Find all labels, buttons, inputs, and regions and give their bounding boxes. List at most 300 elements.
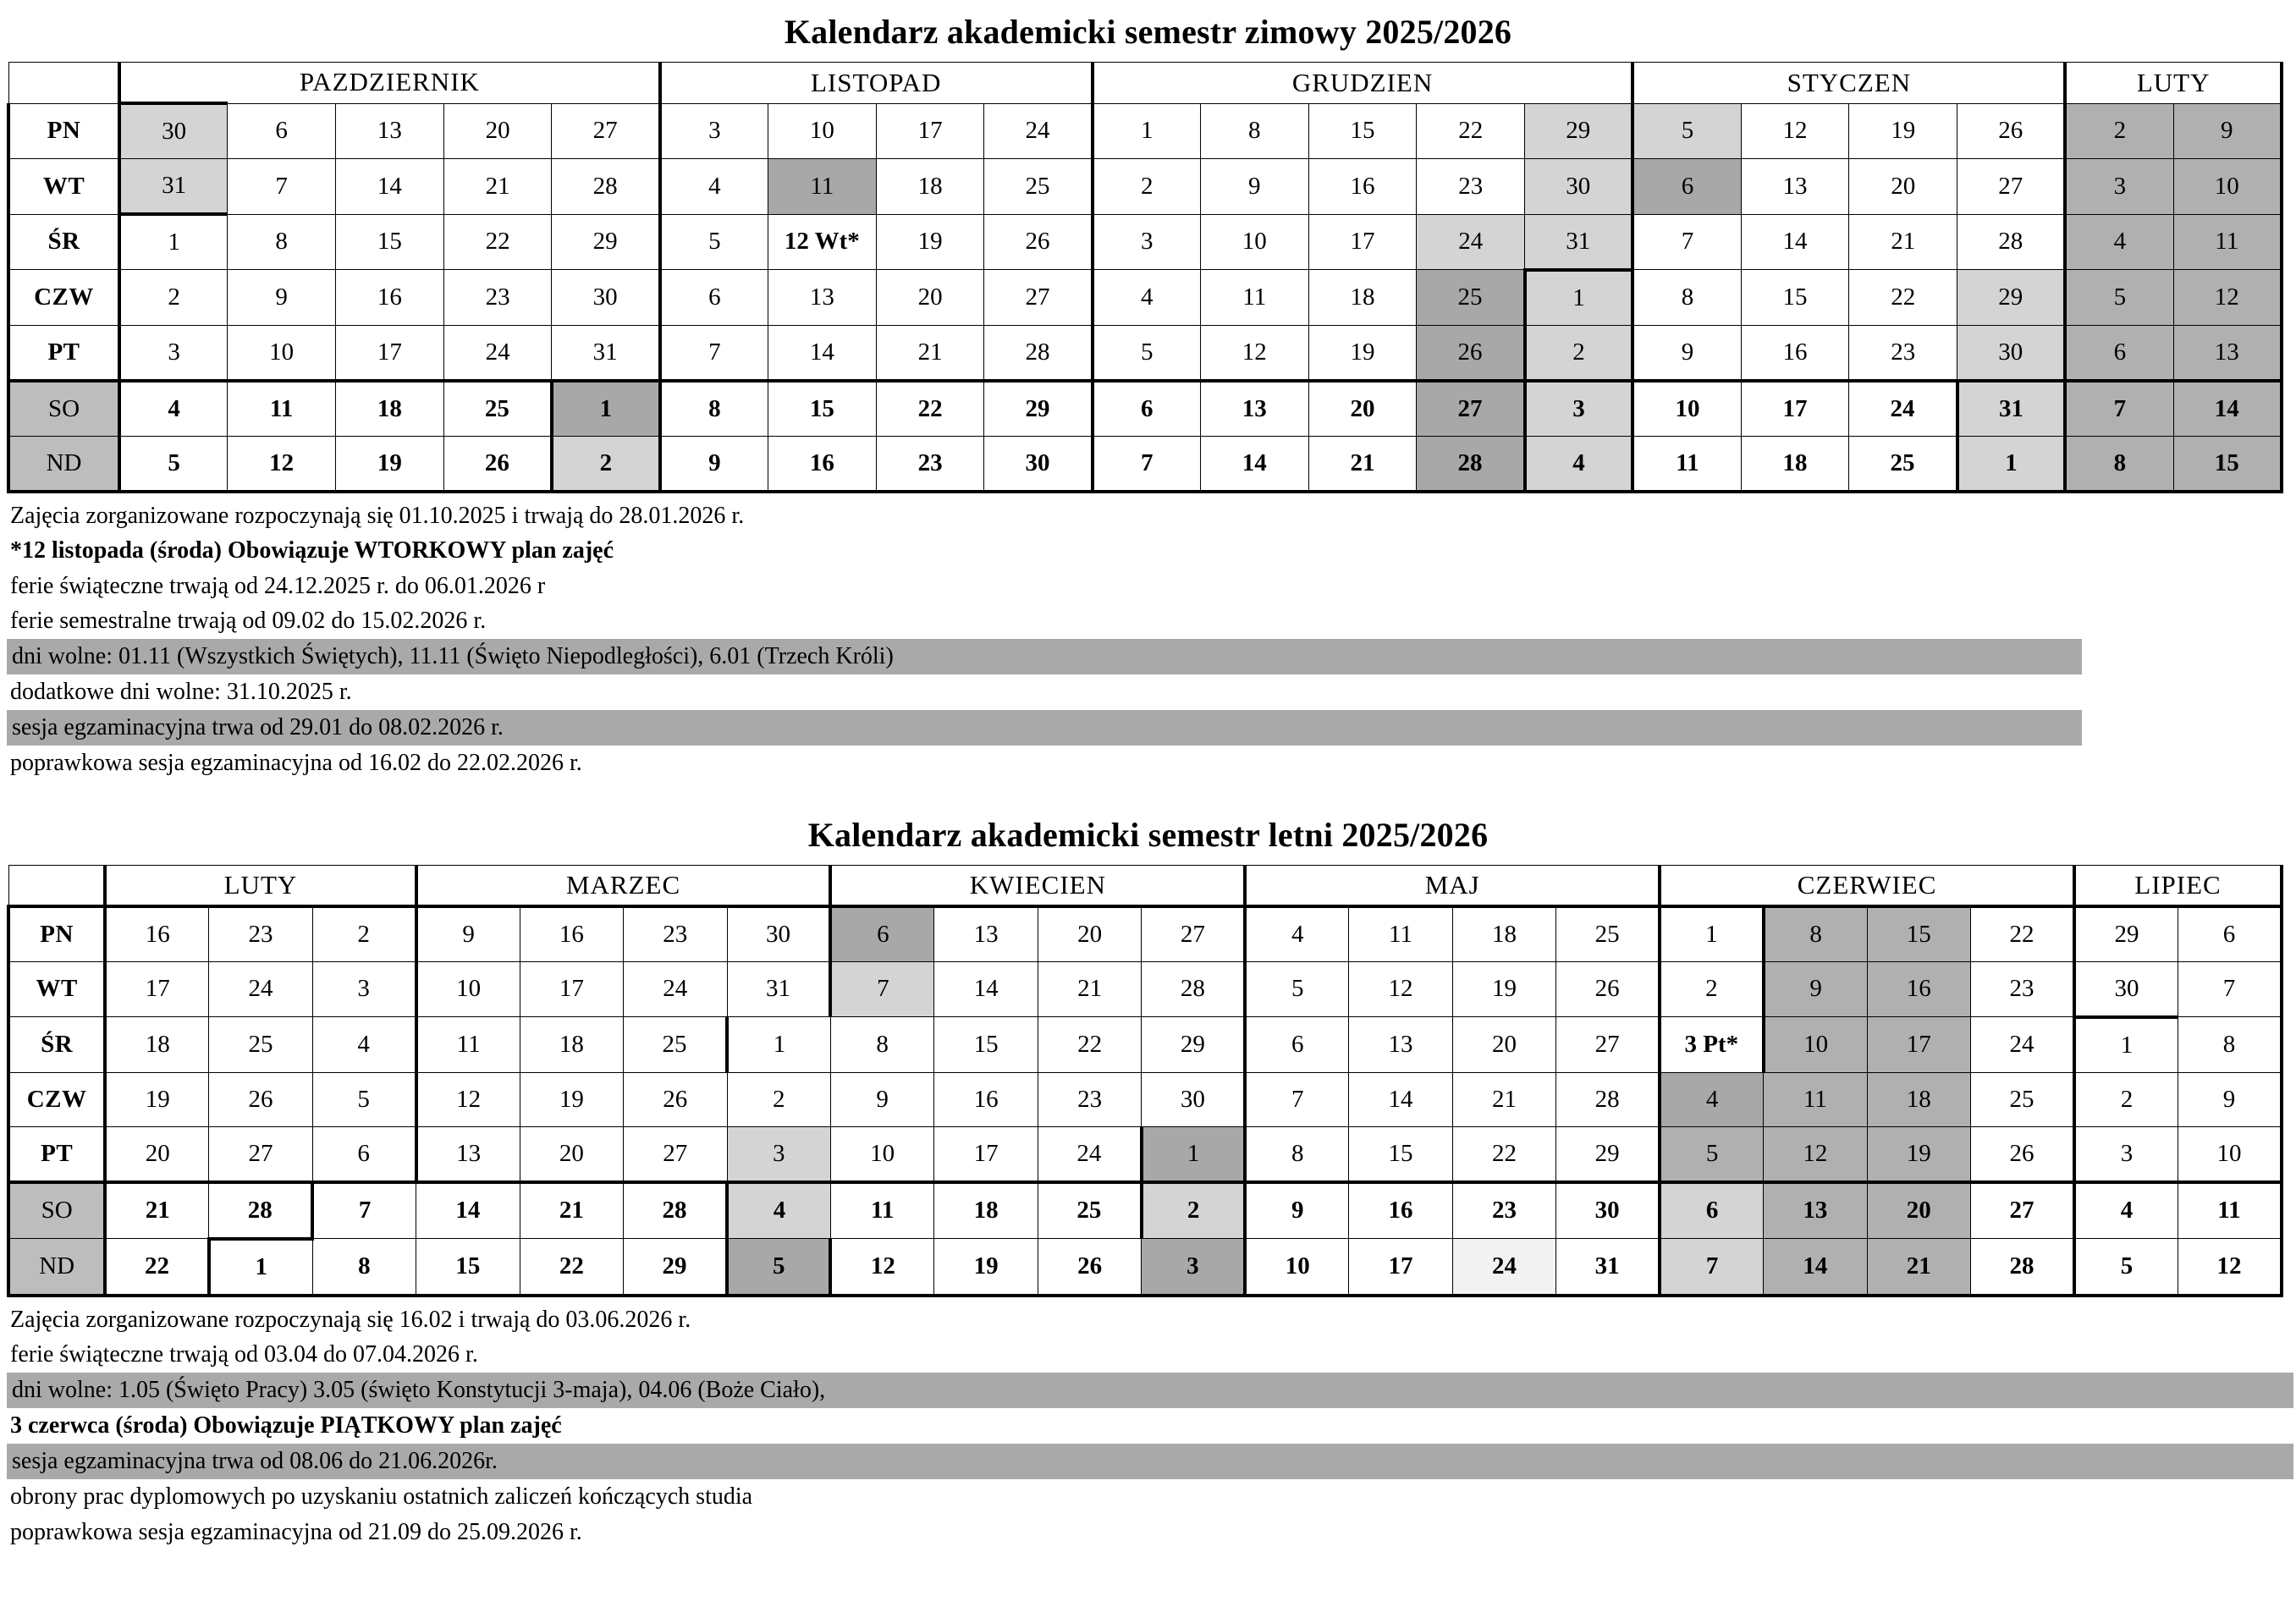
date-cell: 5 xyxy=(1660,1126,1763,1182)
date-cell: 19 xyxy=(1452,961,1555,1017)
date-cell: 23 xyxy=(1849,325,1957,381)
date-cell: 11 xyxy=(768,159,876,215)
date-cell: 3 xyxy=(2074,1126,2178,1182)
date-cell: 22 xyxy=(1849,270,1957,326)
date-cell: 6 xyxy=(1093,381,1201,437)
month-header-maj: MAJ xyxy=(1245,865,1660,906)
date-cell: 3 xyxy=(119,325,228,381)
date-cell: 21 xyxy=(1308,436,1417,492)
date-cell: 6 xyxy=(660,270,768,326)
date-cell: 24 xyxy=(1417,214,1525,270)
date-cell: 23 xyxy=(443,270,552,326)
date-cell: 18 xyxy=(520,1017,623,1073)
date-cell: 16 xyxy=(335,270,443,326)
date-cell: 12 xyxy=(1349,961,1452,1017)
date-cell: 19 xyxy=(934,1239,1038,1296)
table-row xyxy=(8,436,2282,492)
month-header-listopad: LISTOPAD xyxy=(660,63,1093,104)
date-cell: 18 xyxy=(1308,270,1417,326)
date-cell: 5 xyxy=(727,1239,830,1296)
date-cell: 11 xyxy=(228,381,336,437)
date-cell: 22 xyxy=(1452,1126,1555,1182)
date-cell: 14 xyxy=(1741,214,1849,270)
day-label-pt: PT xyxy=(8,325,119,381)
table-row xyxy=(8,1126,2282,1182)
date-cell: 29 xyxy=(1556,1126,1660,1182)
note-line-highlighted: dni wolne: 1.05 (Święto Pracy) 3.05 (święto Konstytucji 3-maja), 04.06 (Boże Ciało), xyxy=(7,1373,2293,1409)
date-cell: 9 xyxy=(1200,159,1308,215)
day-label-so: SO xyxy=(8,381,119,437)
date-cell: 2 xyxy=(727,1072,830,1126)
date-cell: 15 xyxy=(1349,1126,1452,1182)
date-cell: 16 xyxy=(768,436,876,492)
date-cell: 4 xyxy=(119,381,228,437)
date-cell: 13 xyxy=(768,270,876,326)
date-cell: 10 xyxy=(2173,159,2282,215)
date-cell: 29 xyxy=(624,1239,727,1296)
date-cell: 15 xyxy=(335,214,443,270)
date-cell: 27 xyxy=(209,1126,312,1182)
date-cell: 11 xyxy=(1764,1072,1867,1126)
date-cell: 9 xyxy=(2178,1072,2282,1126)
date-cell: 2 xyxy=(552,436,660,492)
date-cell: 29 xyxy=(1525,103,1633,159)
date-cell: 22 xyxy=(1417,103,1525,159)
date-cell: 4 xyxy=(660,159,768,215)
date-cell: 31 xyxy=(1957,381,2066,437)
date-cell: 1 xyxy=(119,214,228,270)
date-cell: 3 xyxy=(727,1126,830,1182)
date-cell: 4 xyxy=(1093,270,1201,326)
date-cell: 15 xyxy=(1867,906,1970,962)
date-cell: 20 xyxy=(1452,1017,1555,1073)
date-cell: 17 xyxy=(1741,381,1849,437)
date-cell: 1 xyxy=(552,381,660,437)
date-cell: 23 xyxy=(1971,961,2074,1017)
date-cell: 28 xyxy=(1556,1072,1660,1126)
date-cell: 25 xyxy=(1971,1072,2074,1126)
day-label-sr: ŚR xyxy=(8,1017,105,1073)
date-cell: 5 xyxy=(1093,325,1201,381)
note-line: 3 czerwca (środa) Obowiązuje PIĄTKOWY plan zajęć xyxy=(10,1412,562,1439)
date-cell: 20 xyxy=(443,103,552,159)
date-cell: 24 xyxy=(1452,1239,1555,1296)
date-cell: 19 xyxy=(335,436,443,492)
date-cell: 17 xyxy=(1867,1017,1970,1073)
date-cell: 12 xyxy=(228,436,336,492)
date-cell: 25 xyxy=(984,159,1093,215)
date-cell: 26 xyxy=(1957,103,2066,159)
date-cell: 30 xyxy=(984,436,1093,492)
summer-calendar-title: Kalendarz akademicki semestr letni 2025/2026 xyxy=(807,815,1489,854)
note-line: poprawkowa sesja egzaminacyjna od 21.09 do 25.09.2026 r. xyxy=(10,1518,582,1545)
date-cell: 26 xyxy=(984,214,1093,270)
date-cell: 25 xyxy=(624,1017,727,1073)
date-cell: 18 xyxy=(1867,1072,1970,1126)
date-cell: 28 xyxy=(1971,1239,2074,1296)
date-cell: 7 xyxy=(1245,1072,1348,1126)
date-cell: 19 xyxy=(105,1072,208,1126)
date-cell: 28 xyxy=(624,1182,727,1239)
date-cell: 27 xyxy=(1417,381,1525,437)
date-cell: 16 xyxy=(1867,961,1970,1017)
date-cell: 8 xyxy=(1200,103,1308,159)
date-cell: 30 xyxy=(2074,961,2178,1017)
date-cell: 13 xyxy=(1349,1017,1452,1073)
date-cell: 20 xyxy=(1038,906,1141,962)
date-cell: 8 xyxy=(1633,270,1741,326)
date-cell: 6 xyxy=(1245,1017,1348,1073)
date-cell: 31 xyxy=(1525,214,1633,270)
date-cell: 30 xyxy=(552,270,660,326)
note-line-highlighted: sesja egzaminacyjna trwa od 29.01 do 08.02.2026 r. xyxy=(7,710,2082,746)
month-header-czerwiec: CZERWIEC xyxy=(1660,865,2074,906)
date-cell: 11 xyxy=(2173,214,2282,270)
date-cell: 15 xyxy=(2173,436,2282,492)
date-cell: 28 xyxy=(552,159,660,215)
date-cell: 27 xyxy=(1971,1182,2074,1239)
date-cell: 5 xyxy=(1245,961,1348,1017)
date-cell: 26 xyxy=(1971,1126,2074,1182)
date-cell: 1 xyxy=(1142,1126,1246,1182)
date-cell: 7 xyxy=(1093,436,1201,492)
note-line: ferie świąteczne trwają od 03.04 do 07.04.2026 r. xyxy=(10,1341,478,1368)
date-cell: 9 xyxy=(660,436,768,492)
date-cell: 26 xyxy=(443,436,552,492)
date-cell: 16 xyxy=(105,906,208,962)
month-header-luty: LUTY xyxy=(2065,63,2282,104)
date-cell: 2 xyxy=(2065,103,2173,159)
month-header-styczen: STYCZEN xyxy=(1633,63,2065,104)
table-row xyxy=(8,381,2282,437)
date-cell: 15 xyxy=(1308,103,1417,159)
date-cell: 22 xyxy=(1971,906,2074,962)
date-cell: 26 xyxy=(209,1072,312,1126)
date-cell: 15 xyxy=(934,1017,1038,1073)
date-cell: 10 xyxy=(1245,1239,1348,1296)
date-cell: 14 xyxy=(768,325,876,381)
date-cell: 6 xyxy=(1660,1182,1763,1239)
date-cell: 14 xyxy=(416,1182,520,1239)
date-cell: 25 xyxy=(209,1017,312,1073)
date-cell: 2 xyxy=(2074,1072,2178,1126)
date-cell: 15 xyxy=(768,381,876,437)
date-cell: 19 xyxy=(876,214,984,270)
date-cell: 18 xyxy=(105,1017,208,1073)
date-cell: 24 xyxy=(1849,381,1957,437)
day-label-pt: PT xyxy=(8,1126,105,1182)
date-cell: 30 xyxy=(1556,1182,1660,1239)
date-cell: 14 xyxy=(934,961,1038,1017)
table-row xyxy=(8,159,2282,215)
note-line: poprawkowa sesja egzaminacyjna od 16.02 do 22.02.2026 r. xyxy=(10,750,582,777)
date-cell: 24 xyxy=(624,961,727,1017)
date-cell: 10 xyxy=(228,325,336,381)
date-cell: 16 xyxy=(520,906,623,962)
date-cell: 16 xyxy=(934,1072,1038,1126)
date-cell: 1 xyxy=(209,1239,312,1296)
month-header-pazdziernik: PAZDZIERNIK xyxy=(119,63,660,104)
date-cell: 20 xyxy=(1308,381,1417,437)
date-cell: 19 xyxy=(520,1072,623,1126)
date-cell: 25 xyxy=(1556,906,1660,962)
date-cell: 17 xyxy=(876,103,984,159)
date-cell: 14 xyxy=(1349,1072,1452,1126)
date-cell: 7 xyxy=(830,961,933,1017)
date-cell: 6 xyxy=(830,906,933,962)
date-cell: 29 xyxy=(1142,1017,1246,1073)
date-cell: 1 xyxy=(1525,270,1633,326)
date-cell: 28 xyxy=(1957,214,2066,270)
date-cell: 14 xyxy=(1764,1239,1867,1296)
date-cell: 15 xyxy=(416,1239,520,1296)
date-cell: 4 xyxy=(1245,906,1348,962)
date-cell: 8 xyxy=(2178,1017,2282,1073)
date-cell: 30 xyxy=(1957,325,2066,381)
date-cell: 4 xyxy=(312,1017,416,1073)
month-header-marzec: MARZEC xyxy=(416,865,831,906)
date-cell: 20 xyxy=(876,270,984,326)
date-cell: 31 xyxy=(727,961,830,1017)
date-cell: 27 xyxy=(552,103,660,159)
date-cell: 23 xyxy=(876,436,984,492)
date-cell: 31 xyxy=(119,159,228,215)
date-cell-note: 3 Pt* xyxy=(1660,1017,1763,1073)
date-cell: 20 xyxy=(1849,159,1957,215)
date-cell: 28 xyxy=(1142,961,1246,1017)
date-cell: 18 xyxy=(934,1182,1038,1239)
day-label-wt: WT xyxy=(8,159,119,215)
date-cell: 13 xyxy=(416,1126,520,1182)
note-line: Zajęcia zorganizowane rozpoczynają się 01.10.2025 i trwają do 28.01.2026 r. xyxy=(10,502,745,529)
date-cell: 24 xyxy=(1038,1126,1141,1182)
date-cell: 7 xyxy=(2065,381,2173,437)
date-cell: 8 xyxy=(1245,1126,1348,1182)
date-cell: 3 xyxy=(2065,159,2173,215)
day-label-pn: PN xyxy=(8,906,105,962)
date-cell: 13 xyxy=(934,906,1038,962)
date-cell: 2 xyxy=(1660,961,1763,1017)
date-cell: 9 xyxy=(416,906,520,962)
note-line-highlighted: sesja egzaminacyjna trwa od 08.06 do 21.06.2026r. xyxy=(7,1444,2293,1480)
corner-cell xyxy=(8,63,119,104)
date-cell: 2 xyxy=(119,270,228,326)
date-cell: 12 xyxy=(2178,1239,2282,1296)
date-cell: 18 xyxy=(1452,906,1555,962)
date-cell: 12 xyxy=(2173,270,2282,326)
date-cell: 26 xyxy=(1556,961,1660,1017)
date-cell: 6 xyxy=(2065,325,2173,381)
date-cell: 4 xyxy=(1525,436,1633,492)
date-cell: 1 xyxy=(1660,906,1763,962)
day-label-wt: WT xyxy=(8,961,105,1017)
date-cell: 22 xyxy=(443,214,552,270)
date-cell: 3 xyxy=(1525,381,1633,437)
date-cell: 14 xyxy=(335,159,443,215)
date-cell: 7 xyxy=(312,1182,416,1239)
date-cell: 4 xyxy=(727,1182,830,1239)
date-cell: 24 xyxy=(1971,1017,2074,1073)
date-cell: 30 xyxy=(1525,159,1633,215)
date-cell: 21 xyxy=(1867,1239,1970,1296)
date-cell: 16 xyxy=(1349,1182,1452,1239)
day-label-so: SO xyxy=(8,1182,105,1239)
date-cell: 27 xyxy=(1142,906,1246,962)
date-cell: 2 xyxy=(312,906,416,962)
date-cell: 1 xyxy=(727,1017,830,1073)
date-cell: 17 xyxy=(520,961,623,1017)
date-cell: 8 xyxy=(228,214,336,270)
date-cell: 12 xyxy=(416,1072,520,1126)
date-cell: 10 xyxy=(416,961,520,1017)
date-cell: 10 xyxy=(768,103,876,159)
day-label-sr: ŚR xyxy=(8,214,119,270)
date-cell: 13 xyxy=(1764,1182,1867,1239)
date-cell: 23 xyxy=(624,906,727,962)
date-cell: 9 xyxy=(1764,961,1867,1017)
date-cell: 6 xyxy=(312,1126,416,1182)
month-header-luty: LUTY xyxy=(105,865,416,906)
note-line: ferie semestralne trwają od 09.02 do 15.02.2026 r. xyxy=(10,608,487,635)
date-cell: 15 xyxy=(1741,270,1849,326)
date-cell: 24 xyxy=(209,961,312,1017)
date-cell: 7 xyxy=(660,325,768,381)
date-cell: 7 xyxy=(2178,961,2282,1017)
date-cell: 23 xyxy=(1452,1182,1555,1239)
date-cell: 14 xyxy=(1200,436,1308,492)
date-cell: 10 xyxy=(1200,214,1308,270)
academic-calendar-page xyxy=(0,12,2296,1566)
date-cell: 11 xyxy=(1633,436,1741,492)
date-cell: 25 xyxy=(1417,270,1525,326)
date-cell: 6 xyxy=(1633,159,1741,215)
date-cell: 8 xyxy=(1764,906,1867,962)
date-cell: 1 xyxy=(1957,436,2066,492)
note-line: obrony prac dyplomowych po uzyskaniu ostatnich zaliczeń kończących studia xyxy=(10,1483,753,1511)
date-cell: 26 xyxy=(1038,1239,1141,1296)
date-cell: 5 xyxy=(2065,270,2173,326)
date-cell: 5 xyxy=(1633,103,1741,159)
date-cell: 19 xyxy=(1308,325,1417,381)
date-cell: 29 xyxy=(2074,906,2178,962)
date-cell: 11 xyxy=(1200,270,1308,326)
date-cell: 24 xyxy=(443,325,552,381)
date-cell: 16 xyxy=(1308,159,1417,215)
date-cell: 28 xyxy=(984,325,1093,381)
date-cell: 11 xyxy=(830,1182,933,1239)
date-cell: 21 xyxy=(443,159,552,215)
table-row xyxy=(8,1239,2282,1296)
date-cell: 28 xyxy=(209,1182,312,1239)
date-cell: 21 xyxy=(876,325,984,381)
date-cell: 27 xyxy=(1957,159,2066,215)
date-cell: 9 xyxy=(1245,1182,1348,1239)
date-cell: 25 xyxy=(1849,436,1957,492)
date-cell: 8 xyxy=(312,1239,416,1296)
table-row xyxy=(8,270,2282,326)
date-cell: 13 xyxy=(2173,325,2282,381)
date-cell: 4 xyxy=(1660,1072,1763,1126)
date-cell: 24 xyxy=(984,103,1093,159)
day-label-nd: ND xyxy=(8,1239,105,1296)
date-cell: 23 xyxy=(1038,1072,1141,1126)
corner-cell xyxy=(8,865,105,906)
summer-notes xyxy=(7,1302,2289,1550)
date-cell: 17 xyxy=(335,325,443,381)
date-cell: 3 xyxy=(312,961,416,1017)
table-row xyxy=(8,961,2282,1017)
date-cell: 6 xyxy=(228,103,336,159)
date-cell: 5 xyxy=(312,1072,416,1126)
date-cell: 9 xyxy=(2173,103,2282,159)
date-cell: 18 xyxy=(335,381,443,437)
date-cell: 10 xyxy=(1633,381,1741,437)
date-cell: 4 xyxy=(2065,214,2173,270)
table-row xyxy=(8,1017,2282,1073)
date-cell: 5 xyxy=(119,436,228,492)
date-cell: 10 xyxy=(2178,1126,2282,1182)
summer-month-header-row xyxy=(8,865,2282,906)
date-cell: 17 xyxy=(1349,1239,1452,1296)
date-cell: 31 xyxy=(1556,1239,1660,1296)
table-row xyxy=(8,1072,2282,1126)
date-cell: 16 xyxy=(1741,325,1849,381)
date-cell: 21 xyxy=(520,1182,623,1239)
month-header-grudzien: GRUDZIEN xyxy=(1093,63,1633,104)
date-cell: 3 xyxy=(1142,1239,1246,1296)
date-cell: 22 xyxy=(1038,1017,1141,1073)
date-cell: 22 xyxy=(520,1239,623,1296)
date-cell: 21 xyxy=(1849,214,1957,270)
winter-calendar-title: Kalendarz akademicki semestr zimowy 2025/2026 xyxy=(784,13,1512,51)
winter-month-header-row xyxy=(8,63,2282,104)
day-label-nd: ND xyxy=(8,436,119,492)
date-cell: 4 xyxy=(2074,1182,2178,1239)
date-cell: 12 xyxy=(1200,325,1308,381)
date-cell: 21 xyxy=(105,1182,208,1239)
winter-calendar-table xyxy=(7,62,2283,493)
date-cell: 27 xyxy=(984,270,1093,326)
date-cell: 20 xyxy=(520,1126,623,1182)
date-cell: 2 xyxy=(1142,1182,1246,1239)
month-header-kwiecien: KWIECIEN xyxy=(830,865,1245,906)
date-cell: 9 xyxy=(228,270,336,326)
date-cell: 12 xyxy=(830,1239,933,1296)
day-label-pn: PN xyxy=(8,103,119,159)
date-cell: 1 xyxy=(1093,103,1201,159)
table-row xyxy=(8,214,2282,270)
date-cell: 8 xyxy=(830,1017,933,1073)
date-cell: 5 xyxy=(660,214,768,270)
date-cell: 7 xyxy=(1660,1239,1763,1296)
date-cell: 31 xyxy=(552,325,660,381)
date-cell: 9 xyxy=(1633,325,1741,381)
date-cell: 3 xyxy=(1093,214,1201,270)
date-cell: 14 xyxy=(2173,381,2282,437)
table-row xyxy=(8,103,2282,159)
day-label-czw: CZW xyxy=(8,1072,105,1126)
date-cell: 26 xyxy=(624,1072,727,1126)
date-cell: 8 xyxy=(660,381,768,437)
date-cell: 23 xyxy=(1417,159,1525,215)
date-cell: 12 xyxy=(1741,103,1849,159)
date-cell: 19 xyxy=(1849,103,1957,159)
date-cell: 29 xyxy=(984,381,1093,437)
day-label-czw: CZW xyxy=(8,270,119,326)
date-cell: 21 xyxy=(1038,961,1141,1017)
date-cell: 10 xyxy=(830,1126,933,1182)
date-cell: 30 xyxy=(1142,1072,1246,1126)
